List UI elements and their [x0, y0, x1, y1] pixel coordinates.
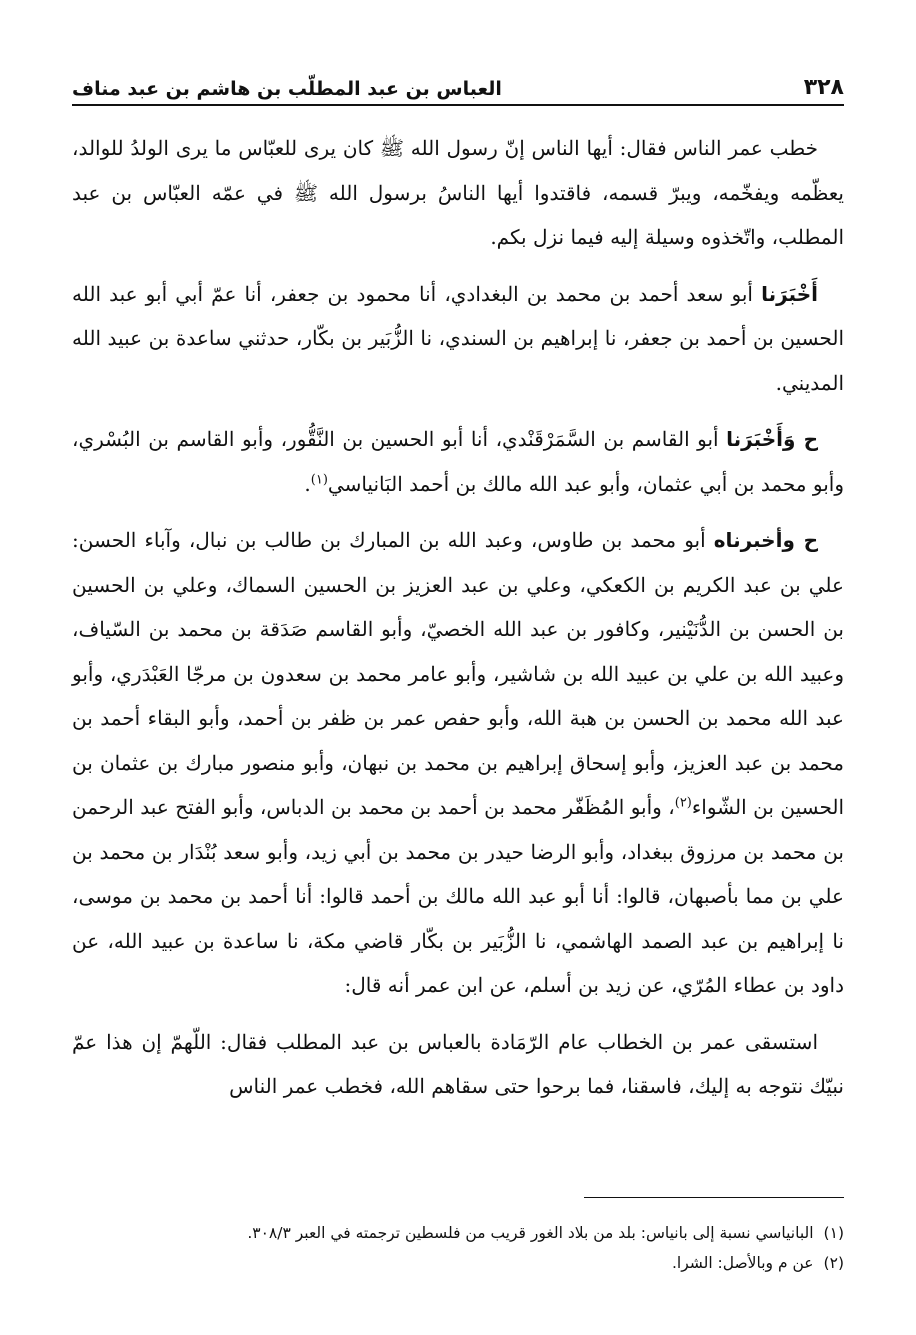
paragraph-3 — [72, 417, 844, 506]
footnote-divider — [584, 1197, 844, 1198]
footnote-1 — [72, 1218, 844, 1248]
footnote-text: البانياسي نسبة إلى بانياس: بلد من بلاد الغور قريب من فلسطين ترجمته في العبر ٣٠٨/٣. — [247, 1224, 814, 1242]
paragraph-lead: ح وَأَخْبَرَنا — [726, 427, 819, 451]
paragraph-text: أبو محمد بن طاوس، وعبد الله بن المبارك بن طالب بن نبال، وآباء الحسن: علي بن عبد الكريم بن الكعكي، وعلي بن عبد العزيز بن الحسين السماك، وعلي بن الحسين بن الحسن بن الدُّنَيْنير، وكافور بن عبد الله الخصيّ، وأبو القاسم صَدَقة بن محمد بن السّياف، وعبيد الله بن علي بن عبيد الله بن شاشير، وأبو عامر محمد بن سعدون بن مرجّا العَبْدَري، وأبو عبد الله محمد بن الحسن بن هبة الله، وأبو حفص عمر بن ظفر بن أحمد، وأبو البقاء أحمد بن محمد بن عبد العزيز، وأبو إسحاق إبراهيم بن محمد بن نبهان، وأبو منصور مبارك بن عثمان بن الحسين بن الشّواء — [72, 528, 845, 819]
paragraph-1 — [72, 126, 844, 260]
paragraph-text: خطب عمر الناس فقال: أيها الناس إنّ رسول الله ﷺ كان يرى للعبّاس ما يرى الولدُ للوالد، يعظّمه ويفخّمه، ويبرّ قسمه، فاقتدوا أيها الناسُ برسول الله ﷺ في عمّه العبّاس بن عبد المطلب، واتّخذوه وسيلة إليه فيما نزل بكم. — [72, 136, 844, 249]
footnote-number: (٢) — [823, 1254, 844, 1272]
footnote-text: عن م وبالأصل: الشرا. — [671, 1254, 814, 1272]
page-header — [72, 60, 844, 106]
paragraph-lead: ح وأخبرناه — [713, 528, 818, 552]
footnote-ref-1: (١) — [310, 471, 328, 487]
running-title: العباس بن عبد المطلّب بن هاشم بن عبد مناف — [72, 78, 502, 100]
paragraph-text: أبو القاسم بن السَّمَرْقَنْدي، أنا أبو الحسين بن النَّقُّور، وأبو القاسم بن البُسْري، وأبو محمد بن أبي عثمان، وأبو عبد الله مالك بن أحمد البَانياسي — [72, 427, 844, 496]
paragraph-lead: أَخْبَرَنا — [761, 281, 818, 306]
main-text — [72, 126, 844, 1121]
paragraph-text: استسقى عمر بن الخطاب عام الرّمَادة بالعباس بن عبد المطلب فقال: اللّهمّ إن هذا عمّ نبيّك نتوجه به إليك، فاسقنا، فما برحوا حتى سقاهم الله، فخطب عمر الناس — [72, 1029, 844, 1098]
paragraph-tail: . — [304, 471, 311, 496]
footnotes — [72, 1218, 844, 1278]
footnote-2 — [72, 1248, 844, 1278]
paragraph-2 — [72, 272, 844, 406]
page-number: ٣٢٨ — [803, 75, 844, 100]
paragraph-5 — [72, 1020, 844, 1109]
paragraph-text: أبو سعد أحمد بن محمد بن البغدادي، أنا محمود بن جعفر، أنا عمّ أبي أبو عبد الله الحسين بن أحمد بن جعفر، نا إبراهيم بن السندي، نا الزُّبَير بن بكّار، حدثني ساعدة بن عبيد الله المديني. — [72, 281, 844, 395]
footnote-number: (١) — [823, 1224, 844, 1242]
paragraph-4 — [72, 518, 844, 1008]
paragraph-tail: ، وأبو المُظَفّر محمد بن أحمد بن محمد بن الدباس، وأبو الفتح عبد الرحمن بن محمد بن مرزوق ببغداد، وأبو الرضا حيدر بن محمد بن أبي زيد، وأبو سعد بُنْدَار بن محمد بن علي بن مما بأصبهان، قالوا: أنا أبو عبد الله مالك بن أحمد قالوا: أنا أحمد بن محمد بن موسى، نا إبراهيم بن عبد الصمد الهاشمي، نا الزُّبَير بن بكّار قاضي مكة، نا ساعدة بن عبيد الله، عن داود بن عطاء المُرّي، عن زيد بن أسلم، عن ابن عمر أنه قال: — [72, 795, 844, 997]
footnote-ref-2: (٢) — [674, 795, 692, 811]
